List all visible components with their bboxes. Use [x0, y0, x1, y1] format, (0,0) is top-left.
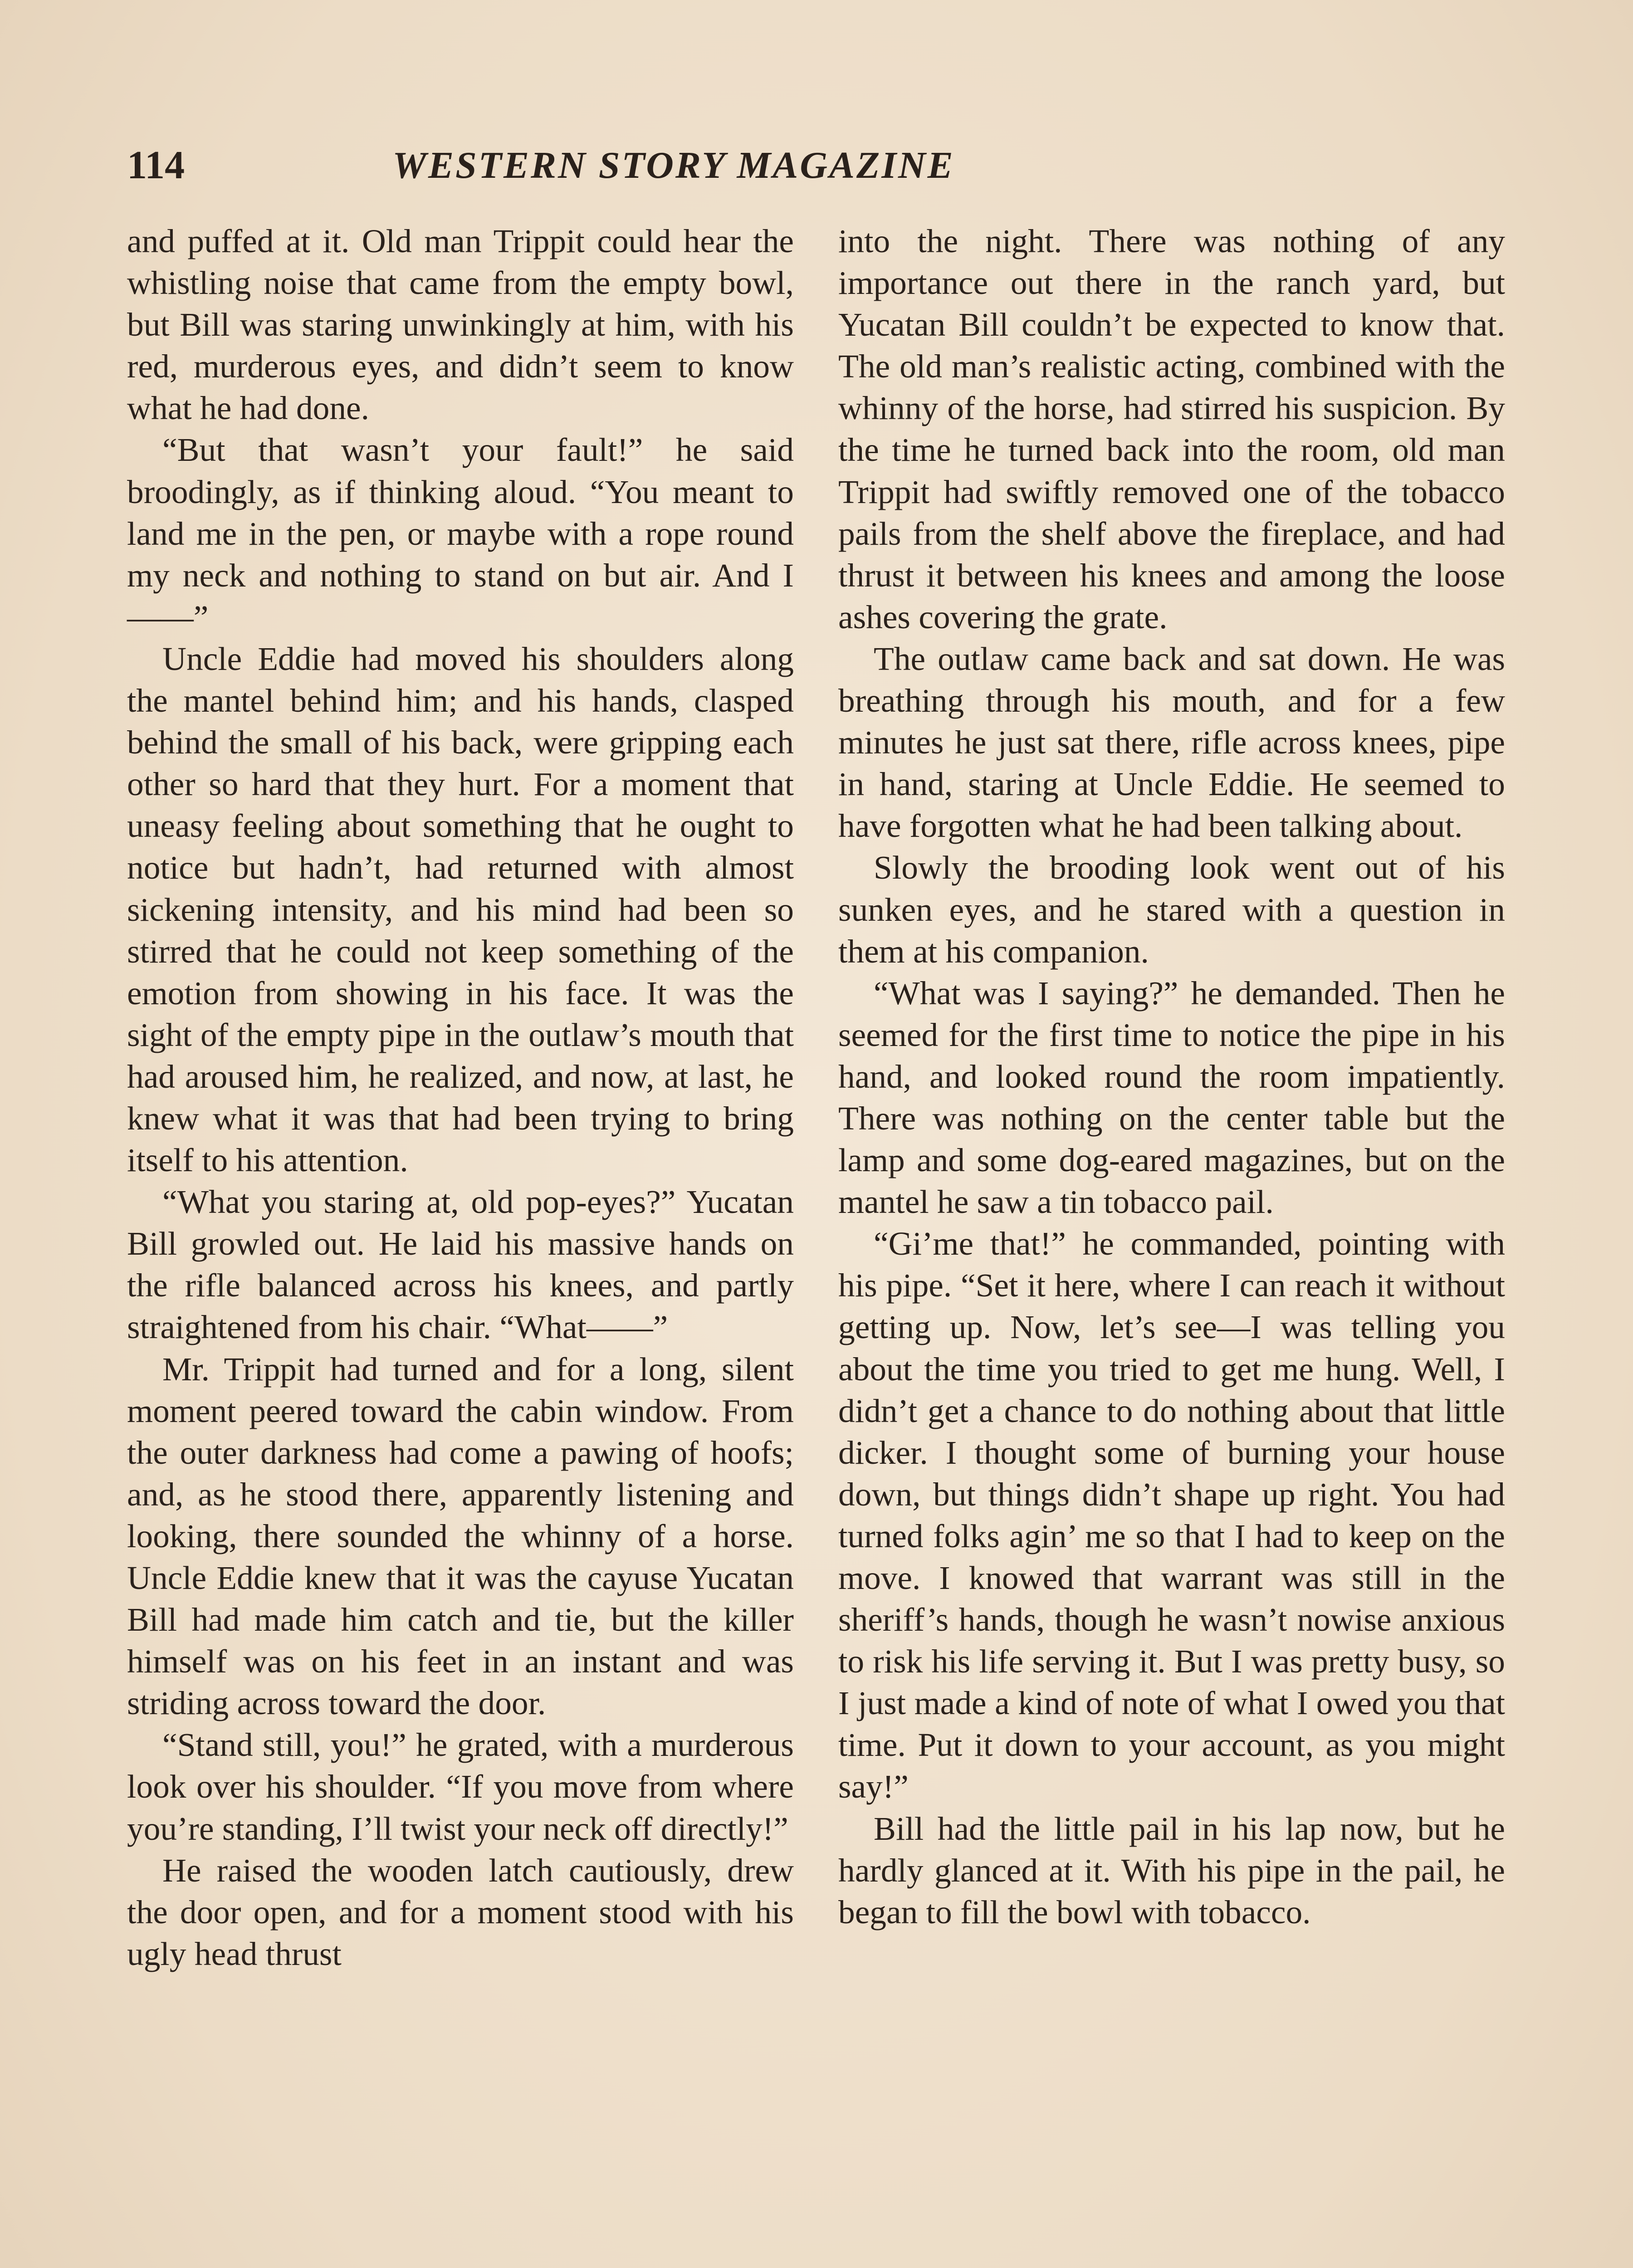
paragraph: “Stand still, you!” he grated, with a murderous look over his shoulder. “If you move from where you’re standing, I’ll twist your neck off directly!”	[127, 1726, 794, 1847]
paragraph: “What was I saying?” he demanded. Then he seemed for the first time to notice the pipe in his hand, and looked round the room impatiently. There was nothing on the center table but the lamp and some dog-eared magazines, but on the mantel he saw a tin tobacco pail.	[838, 974, 1505, 1221]
paragraph: “What you staring at, old pop-eyes?” Yucatan Bill growled out. He laid his massive hands on the rifle balanced across his knees, and partly straightened from his chair. “What——”	[127, 1183, 794, 1346]
paragraph: Slowly the brooding look went out of his sunken eyes, and he stared with a question in them at his companion.	[838, 849, 1505, 970]
page-header	[127, 136, 1129, 195]
paragraph: The outlaw came back and sat down. He was breathing through his mouth, and for a few minutes he just sat there, rifle across knees, pipe in hand, staring at Uncle Eddie. He seemed to have forgotten what he had been talking about.	[838, 640, 1505, 845]
paragraph: into the night. There was nothing of any importance out there in the ranch yard, but Yucatan Bill couldn’t be expected to know that. The old man’s realistic acting, combined with the whinny of the horse, had stirred his suspicion. By the time he turned back into the room, old man Trippit had swiftly removed one of the tobacco pails from the shelf above the fireplace, and had thrust it between his knees and among the loose ashes covering the grate.	[838, 223, 1505, 635]
paragraph: Mr. Trippit had turned and for a long, silent moment peered toward the cabin window. From the outer darkness had come a pawing of hoofs; and, as he stood there, apparently listening and looking, there sounded the whinny of a horse. Uncle Eddie knew that it was the cayuse Yucatan Bill had made him catch and tie, but the killer himself was on his feet in an instant and was striding across toward the door.	[127, 1350, 794, 1722]
paragraph: and puffed at it. Old man Trippit could hear the whistling noise that came from the empty bowl, but Bill was staring unwinkingly at him, with his red, murderous eyes, and didn’t seem to know what he had done.	[127, 223, 794, 427]
paragraph: Uncle Eddie had moved his shoulders along the mantel behind him; and his hands, clasped behind the small of his back, were gripping each other so hard that they hurt. For a moment that uneasy feeling about something that he ought to notice but hadn’t, had returned with almost sickening intensity, and his mind had been so stirred that he could not keep something of the emotion from showing in his face. It was the sight of the empty pipe in the outlaw’s mouth that had aroused him, he realized, and now, at last, he knew what it was that had been trying to bring itself to his attention.	[127, 640, 794, 1179]
paragraph: Bill had the little pail in his lap now, but he hardly glanced at it. With his pipe in the pail, he began to fill the bowl with tobacco.	[838, 1810, 1505, 1931]
right-column	[838, 220, 1505, 1933]
paragraph: “Gi’me that!” he commanded, pointing with his pipe. “Set it here, where I can reach it without getting up. Now, let’s see—I was telling you about the time you tried to get me hung. Well, I didn’t get a chance to do nothing about that little dicker. I thought some of burning your house down, but things didn’t shape up right. You had turned folks agin’ me so that I had to keep on the move. I knowed that warrant was still in the sheriff’s hands, though he wasn’t nowise anxious to risk his life serving it. But I was pretty busy, so I just made a kind of note of what I owed you that time. Put it down to your account, as you might say!”	[838, 1225, 1505, 1805]
magazine-title: WESTERN STORY MAGAZINE	[392, 144, 955, 186]
paragraph: “But that wasn’t your fault!” he said broodingly, as if thinking aloud. “You meant to land me in the pen, or maybe with a rope round my neck and nothing to stand on but air. And I——”	[127, 431, 794, 635]
page-number: 114	[127, 143, 185, 187]
paragraph: He raised the wooden latch cautiously, drew the door open, and for a moment stood with his ugly head thrust	[127, 1852, 794, 1972]
left-column	[127, 220, 794, 1975]
